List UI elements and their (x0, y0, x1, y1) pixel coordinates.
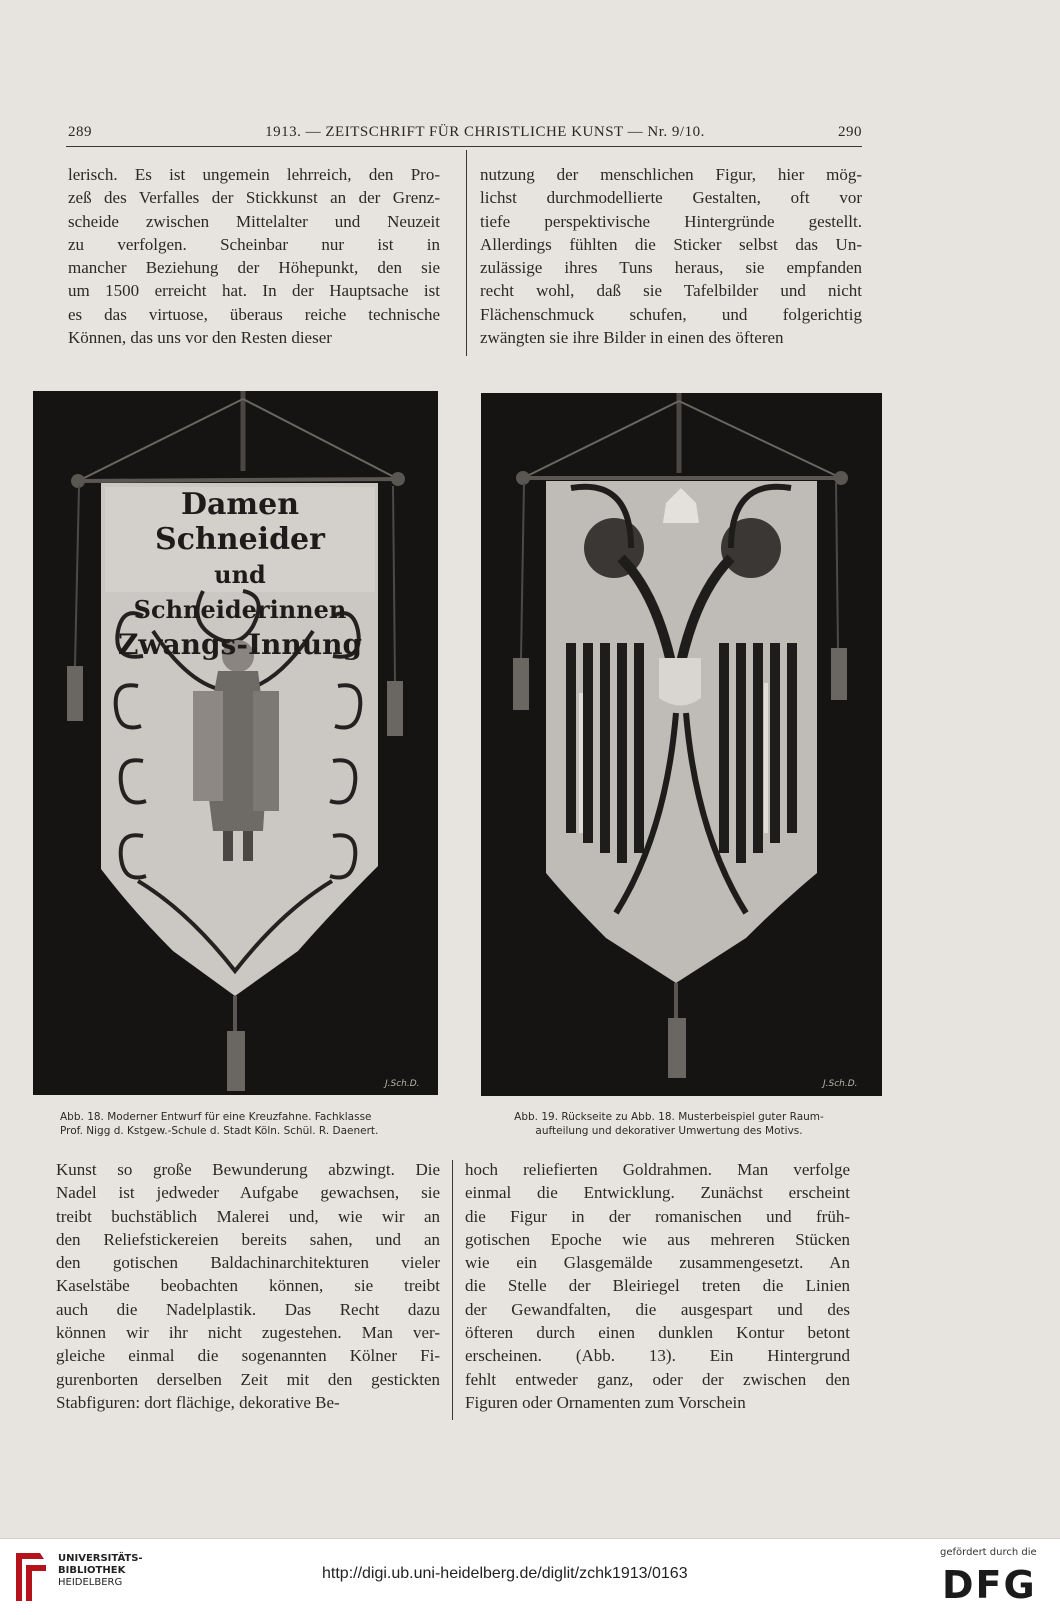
text-line: zu verfolgen. Scheinbar nur ist in (68, 234, 440, 254)
library-name (58, 1553, 143, 1589)
caption-19-line-2: aufteilung und dekorativer Umwertung des Motivs. (535, 1125, 803, 1137)
running-title: 1913. — ZEITSCHRIFT FÜR CHRISTLICHE KUNST — Nr. 9/10. (265, 124, 705, 140)
text-line: der Gewandfalten, die ausgespart und des (465, 1299, 850, 1319)
text-line: gurenborten derselben Zeit mit den gestickten (56, 1369, 440, 1389)
top-left-column (68, 163, 440, 349)
column-divider-top (466, 150, 467, 356)
text-line: Flächenschmuck schufen, und folgerichtig (480, 304, 862, 324)
text-line: zulässige ihres Tuns heraus, sie empfanden (480, 258, 862, 278)
text-line: nutzung der menschlichen Figur, hier mög- (480, 165, 862, 184)
figure-19-photo (481, 393, 882, 1096)
text-line: Allerdings fühlten die Sticker selbst das Un- (480, 234, 862, 254)
header-rule (66, 146, 862, 147)
library-line-2: BIBLIOTHEK (58, 1565, 126, 1576)
bottom-right-column (465, 1158, 850, 1414)
permalink-url[interactable]: http://digi.ub.uni-heidelberg.de/diglit/zchk1913/0163 (322, 1565, 688, 1582)
text-line: lerisch. Es ist ungemein lehrreich, den Pro- (68, 165, 440, 184)
text-line: können wir ihr nicht zugestehen. Man ver- (56, 1323, 440, 1343)
page-number-left: 289 (68, 124, 92, 140)
text-line: Kunst so große Bewunderung abzwingt. Die (56, 1160, 440, 1179)
text-line: einmal die Entwicklung. Zunächst erscheint (465, 1183, 850, 1203)
text-line: Figuren oder Ornamenten zum Vorschein (465, 1392, 746, 1412)
caption-19-line-1: Abb. 19. Rückseite zu Abb. 18. Musterbeispiel guter Raum- (514, 1111, 824, 1123)
text-line: auch die Nadelplastik. Das Recht dazu (56, 1299, 440, 1319)
text-line: tiefe perspektivische Hintergründe gestellt. (480, 211, 862, 231)
text-line: gleiche einmal die sogenannten Kölner Fi- (56, 1346, 440, 1366)
bottom-left-column (56, 1158, 440, 1414)
dfg-logo: DFG (942, 1563, 1037, 1607)
text-line: treibt buchstäblich Malerei und, wie wir an (56, 1206, 440, 1226)
text-line: zwängten sie ihre Bilder in einen des öfteren (480, 328, 784, 348)
text-line: den Reliefstickereien bereits sahen, und an (56, 1229, 440, 1249)
text-line: gotischen Epoche wie aus mehreren Stücken (465, 1229, 850, 1249)
text-line: wie ein Glasgemälde zusammengesetzt. An (465, 1253, 850, 1273)
banner-line-1: Damen Schneider (155, 487, 325, 557)
text-line: Können, das uns vor den Resten dieser (68, 328, 332, 348)
digitization-footer (0, 1538, 1060, 1615)
text-line: Nadel ist jedweder Aufgabe gewachsen, sie (56, 1183, 440, 1203)
text-line: es das virtuose, überaus reiche technische (68, 304, 440, 324)
text-line: die Figur in der romanischen und früh- (465, 1206, 850, 1226)
text-line: Stabfiguren: dort flächige, dekorative Be- (56, 1392, 340, 1412)
figure-18-photo (33, 391, 438, 1095)
text-line: die Stelle der Bleiriegel treten die Linien (465, 1276, 850, 1296)
caption-18-line-1: Abb. 18. Moderner Entwurf für eine Kreuzfahne. Fachklasse (60, 1111, 372, 1123)
page-number-right: 290 (838, 124, 862, 140)
text-line: um 1500 erreicht hat. In der Hauptsache ist (68, 281, 440, 301)
top-right-column (480, 163, 862, 349)
banner-line-3: Zwangs-Innung (117, 628, 363, 661)
library-line-1: UNIVERSITÄTS- (58, 1553, 143, 1564)
artist-signature-left: J.Sch.D. (385, 1079, 420, 1089)
text-line: fehlt entweder ganz, oder der zwischen den (465, 1369, 850, 1389)
text-line: recht wohl, daß sie Tafelbilder und nicht (480, 281, 862, 301)
library-line-3: HEIDELBERG (58, 1577, 123, 1588)
figure-18-caption (60, 1110, 430, 1138)
artist-signature-right: J.Sch.D. (823, 1079, 858, 1089)
text-line: erscheinen. (Abb. 13). Ein Hintergrund (465, 1346, 850, 1366)
banner-line-2: und Schneiderinnen (133, 560, 347, 624)
figure-19-caption (474, 1110, 864, 1138)
column-divider-bottom (452, 1160, 453, 1420)
caption-18-line-2: Prof. Nigg d. Kstgew.-Schule d. Stadt Köln. Schül. R. Daenert. (60, 1125, 379, 1137)
text-line: Kaselstäbe beobachten können, sie treibt (56, 1276, 440, 1296)
funded-by-label: gefördert durch die (940, 1547, 1037, 1558)
text-line: zeß des Verfalles der Stickkunst an der Grenz- (68, 188, 440, 208)
cross-banner-back-image (481, 393, 882, 1096)
library-logo-icon (10, 1549, 50, 1605)
text-line: lichst durchmodellierte Gestalten, oft vor (480, 188, 862, 208)
text-line: öfteren durch einen dunklen Kontur betont (465, 1323, 850, 1343)
text-line: scheide zwischen Mittelalter und Neuzeit (68, 211, 440, 231)
text-line: mancher Beziehung der Höhepunkt, den sie (68, 258, 440, 278)
text-line: hoch reliefierten Goldrahmen. Man verfolge (465, 1160, 850, 1179)
text-line: den gotischen Baldachinarchitekturen vieler (56, 1253, 440, 1273)
